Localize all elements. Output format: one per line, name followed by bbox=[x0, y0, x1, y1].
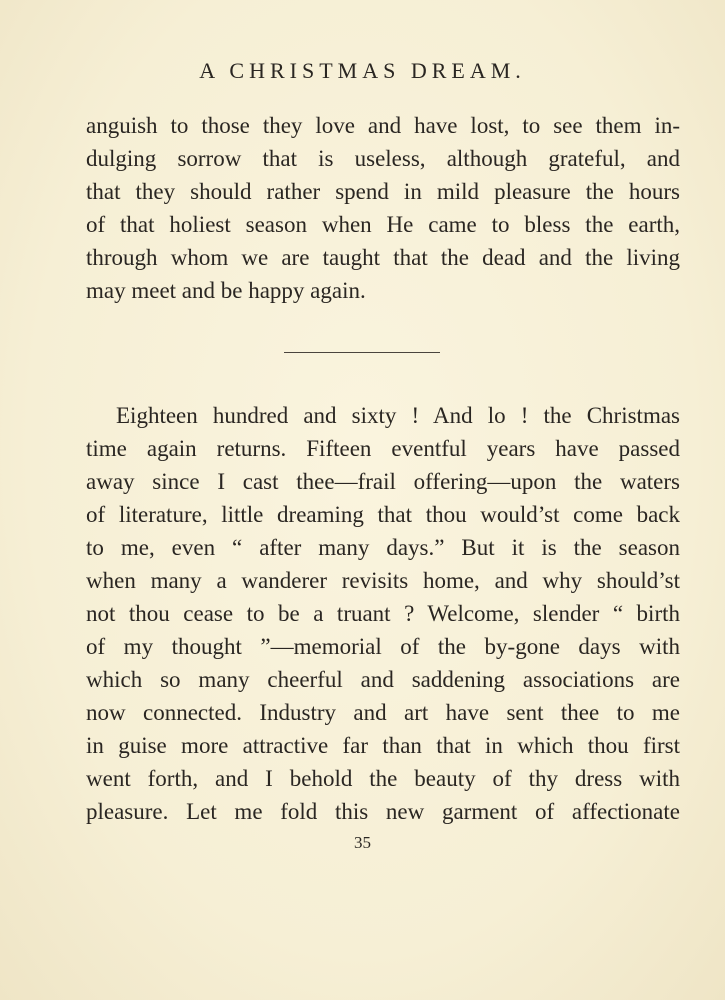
text-line: went forth, and I behold the beauty of thy dress with bbox=[86, 766, 680, 791]
text-line: of that holiest season when He came to bless the earth, bbox=[86, 212, 680, 237]
text-line: when many a wanderer revisits home, and why should’st bbox=[86, 568, 680, 593]
text-line: through whom we are taught that the dead and the living bbox=[86, 245, 680, 270]
paragraph-continued bbox=[86, 109, 680, 307]
text-line: to me, even “ after many days.” But it is the season bbox=[86, 535, 680, 560]
paragraph-new-section bbox=[86, 399, 680, 828]
text-line: may meet and be happy again. bbox=[86, 278, 366, 303]
text-line: of my thought ”—memorial of the by-gone days with bbox=[86, 634, 680, 659]
text-line: which so many cheerful and saddening associations are bbox=[86, 667, 680, 692]
text-line: pleasure. Let me fold this new garment of affectionate bbox=[86, 799, 680, 824]
running-head: A CHRISTMAS DREAM. bbox=[199, 58, 526, 83]
text-line: in guise more attractive far than that in which thou first bbox=[86, 733, 680, 758]
text-line: that they should rather spend in mild pleasure the hours bbox=[86, 179, 680, 204]
text-line: dulging sorrow that is useless, although grateful, and bbox=[86, 146, 680, 171]
section-divider-rule bbox=[284, 352, 440, 353]
text-line: now connected. Industry and art have sent thee to me bbox=[86, 700, 680, 725]
text-line: of literature, little dreaming that thou would’st come back bbox=[86, 502, 680, 527]
text-line: time again returns. Fifteen eventful years have passed bbox=[86, 436, 680, 461]
text-line: anguish to those they love and have lost, to see them in- bbox=[86, 113, 680, 138]
text-line: Eighteen hundred and sixty ! And lo ! the Christmas bbox=[116, 403, 680, 428]
text-line: not thou cease to be a truant ? Welcome, slender “ birth bbox=[86, 601, 680, 626]
page-number: 35 bbox=[354, 833, 371, 852]
text-line: away since I cast thee—frail offering—upon the waters bbox=[86, 469, 680, 494]
